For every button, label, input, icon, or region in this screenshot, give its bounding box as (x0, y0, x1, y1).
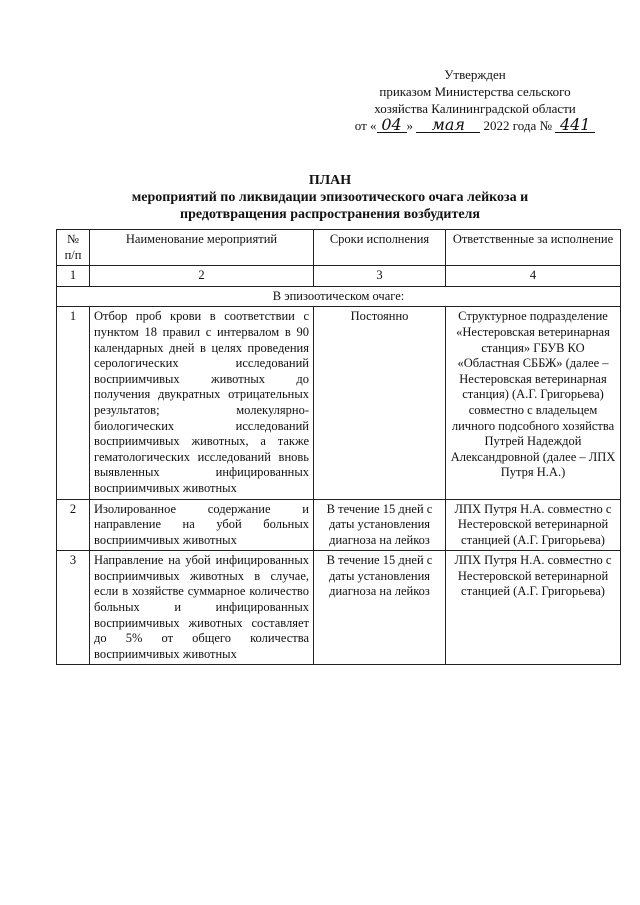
header-num: № п/п (57, 230, 90, 266)
table-row (57, 499, 621, 551)
row-deadline: Постоянно (314, 307, 446, 499)
row-responsible: ЛПХ Путря Н.А. совместно с Нестеровской ветеринарной станцией (А.Г. Григорьева) (446, 551, 621, 665)
row-responsible: ЛПХ Путря Н.А. совместно с Нестеровской ветеринарной станцией (А.Г. Григорьева) (446, 499, 621, 551)
header-name: Наименование мероприятий (90, 230, 314, 266)
plan-title (40, 172, 620, 223)
approval-line-3: хозяйства Калининградской области (374, 101, 576, 116)
column-number: 1 (57, 266, 90, 287)
row-name: Изолированное содержание и направление на убой больных восприимчивых животных (90, 499, 314, 551)
approval-block (330, 66, 620, 134)
approval-line-2: приказом Министерства сельского (379, 84, 571, 99)
handwritten-order-number: 441 (555, 117, 595, 133)
row-name: Направление на убой инфицированных восприимчивых животных в случае, если в хозяйстве суммарное количество больных и инфицированных восприимчивых животных составляет до 5% от общего количества восприимчивых животных (90, 551, 314, 665)
plan-title-line-3: предотвращения распространения возбудителя (180, 207, 480, 222)
row-deadline: В течение 15 дней с даты установления диагноза на лейкоз (314, 551, 446, 665)
row-num: 3 (57, 551, 90, 665)
handwritten-month: мая (416, 117, 480, 133)
header-deadline: Сроки исполнения (314, 230, 446, 266)
date-mid: » (406, 118, 414, 133)
header-responsible: Ответственные за исполнение (446, 230, 621, 266)
plan-title-line-2: мероприятий по ликвидации эпизоотического очага лейкоза и (131, 190, 529, 205)
table-header-row (57, 230, 621, 266)
section-heading: В эпизоотическом очаге: (57, 286, 621, 307)
section-row (57, 286, 621, 307)
date-year-text: 2022 года № (483, 118, 552, 133)
plan-table (56, 229, 621, 665)
row-num: 2 (57, 499, 90, 551)
approval-date-line (330, 117, 620, 134)
handwritten-day: 04 (377, 117, 407, 133)
approval-line-1: Утвержден (444, 67, 506, 82)
column-number: 4 (446, 266, 621, 287)
table-row (57, 307, 621, 499)
row-responsible: Структурное подразделение «Нестеровская ветеринарная станция» ГБУВ КО «Областная СББЖ» (далее – Нестеровская ветеринарная станция) (А.Г. Григорьева) совместно с владельцем личного подсобного хозяйства Путрей Надеждой Александровной (далее – ЛПХ Путря Н.А.) (446, 307, 621, 499)
date-prefix: от « (354, 118, 377, 133)
row-num: 1 (57, 307, 90, 499)
column-number-row (57, 266, 621, 287)
row-deadline: В течение 15 дней с даты установления диагноза на лейкоз (314, 499, 446, 551)
table-row (57, 551, 621, 665)
plan-title-line-1: ПЛАН (308, 173, 352, 188)
row-name: Отбор проб крови в соответствии с пунктом 18 правил с интервалом в 90 календарных дней в целях проведения серологических исследований восприимчивых животных до получения двукратных отрицательных результатов; молекулярно-биологических исследований восприимчивых животных, а также гематологических исследований вновь выявленных инфицированных восприимчивых животных (90, 307, 314, 499)
column-number: 2 (90, 266, 314, 287)
column-number: 3 (314, 266, 446, 287)
